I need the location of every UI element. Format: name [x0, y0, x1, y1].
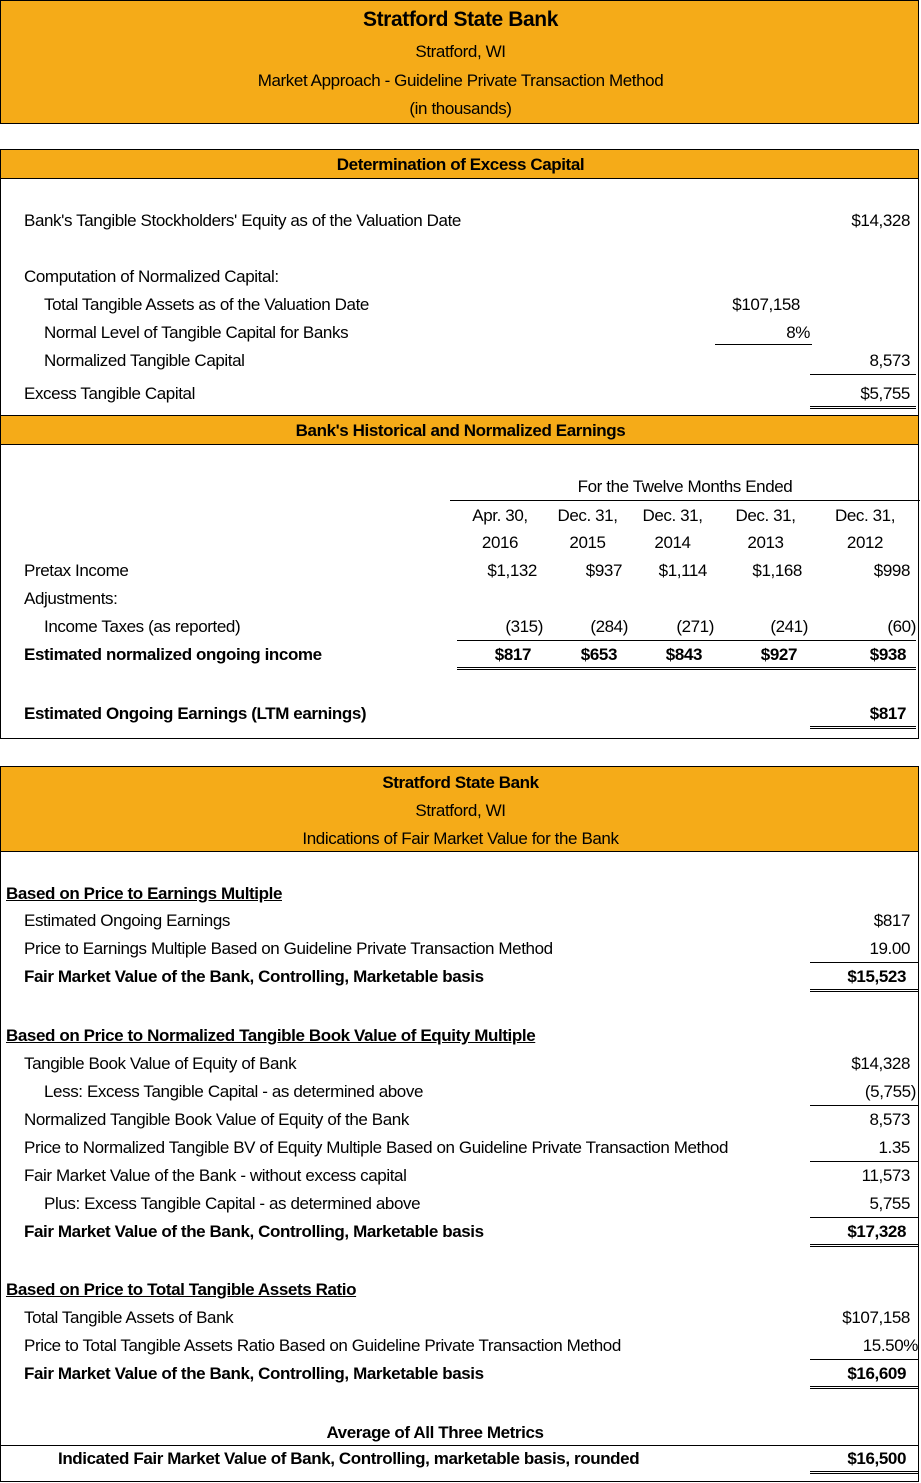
col-2-line1: Dec. 31,	[557, 506, 618, 525]
ptbv-normalized-value: 8,573	[869, 1110, 910, 1129]
taxes-col-2: (284)	[590, 617, 628, 636]
total-assets-value: $107,158	[732, 295, 800, 314]
excess-capital-value: $5,755	[860, 384, 910, 403]
ptbv-plus-value: 5,755	[869, 1194, 910, 1213]
average-label: Average of All Three Metrics	[326, 1423, 544, 1442]
pta-assets-value: $107,158	[842, 1308, 910, 1327]
pta-fmv-value: $16,609	[847, 1364, 906, 1383]
normalized-double-underline	[457, 667, 916, 670]
computation-label: Computation of Normalized Capital:	[24, 267, 279, 286]
ptbv-fmv-wo-label: Fair Market Value of the Bank - without excess capital	[24, 1166, 407, 1185]
pretax-label: Pretax Income	[24, 561, 129, 580]
indicated-value: $16,500	[847, 1449, 906, 1468]
indicated-double-underline	[810, 1471, 918, 1474]
normalized-capital-value: 8,573	[869, 351, 910, 370]
taxes-col-4: (241)	[770, 617, 808, 636]
ptbv-multiple-underline	[810, 1161, 918, 1162]
fmv-header	[1, 767, 918, 852]
total-assets-label: Total Tangible Assets as of the Valuation Date	[44, 295, 369, 314]
normalized-col-2: $653	[580, 645, 617, 664]
summary-separator	[0, 1445, 919, 1446]
normalized-col-4: $927	[760, 645, 797, 664]
ptbv-less-label: Less: Excess Tangible Capital - as determined above	[44, 1082, 424, 1101]
pta-ratio-value: 15.50%	[862, 1336, 918, 1355]
pta-ratio-underline	[810, 1359, 918, 1360]
ptbv-plus-underline	[810, 1217, 918, 1218]
normal-level-value: 8%	[786, 323, 810, 342]
fmv-subtitle: Indications of Fair Market Value for the Bank	[302, 829, 619, 848]
ptbv-less-underline	[810, 1105, 918, 1106]
pe-multiple-underline	[810, 962, 918, 963]
normal-level-label: Normal Level of Tangible Capital for Banks	[44, 323, 349, 342]
excess-capital-title: Determination of Excess Capital	[336, 155, 585, 174]
adjustments-label: Adjustments:	[24, 589, 118, 608]
col-3-line2: 2014	[654, 533, 691, 552]
pta-ratio-label: Price to Total Tangible Assets Ratio Based on Guideline Private Transaction Method	[24, 1336, 621, 1355]
ongoing-earnings-label: Estimated Ongoing Earnings (LTM earnings)	[24, 704, 367, 723]
normalized-capital-label: Normalized Tangible Capital	[44, 351, 245, 370]
ptbv-tbv-value: $14,328	[851, 1054, 910, 1073]
earnings-title: Bank's Historical and Normalized Earnings	[295, 421, 626, 440]
pe-multiple-value: 19.00	[869, 939, 910, 958]
period-label: For the Twelve Months Ended	[577, 477, 793, 496]
col-5-line2: 2012	[846, 533, 884, 552]
pretax-col-4: $1,168	[752, 561, 802, 580]
ptbv-fmv-label: Fair Market Value of the Bank, Controlling, Marketable basis	[24, 1222, 484, 1241]
col-3-line1: Dec. 31,	[642, 506, 703, 525]
period-underline	[450, 500, 920, 501]
pretax-col-5: $998	[873, 561, 910, 580]
normal-level-underline	[715, 344, 812, 345]
taxes-label: Income Taxes (as reported)	[44, 617, 241, 636]
normalized-col-3: $843	[665, 645, 702, 664]
pe-heading: Based on Price to Earnings Multiple	[6, 884, 282, 903]
ptbv-fmv-value: $17,328	[847, 1222, 906, 1241]
ptbv-multiple-value: 1.35	[878, 1138, 910, 1157]
pretax-col-2: $937	[585, 561, 622, 580]
ptbv-tbv-label: Tangible Book Value of Equity of Bank	[24, 1054, 297, 1073]
pe-earnings-label: Estimated Ongoing Earnings	[24, 911, 231, 930]
col-1-line2: 2016	[481, 533, 519, 552]
excess-capital-double-underline	[810, 406, 916, 409]
pe-fmv-double-underline	[810, 989, 918, 992]
ptbv-fmv-double-underline	[810, 1244, 918, 1247]
normalized-col-1: $817	[494, 645, 531, 664]
report-title: Stratford State Bank	[362, 8, 559, 31]
equity-label: Bank's Tangible Stockholders' Equity as of the Valuation Date	[24, 211, 461, 230]
report-method: Market Approach - Guideline Private Transaction Method	[257, 71, 664, 90]
pe-fmv-label: Fair Market Value of the Bank, Controlling, Marketable basis	[24, 967, 484, 986]
pe-earnings-value: $817	[873, 911, 910, 930]
pretax-col-3: $1,114	[658, 561, 707, 580]
col-1-line1: Apr. 30,	[472, 506, 528, 525]
taxes-col-3: (271)	[676, 617, 714, 636]
ptbv-less-value: (5,755)	[864, 1082, 916, 1101]
ptbv-fmv-wo-value: 11,573	[861, 1166, 910, 1185]
normalized-col-5: $938	[869, 645, 906, 664]
taxes-col-5: (60)	[887, 617, 916, 636]
col-5-line1: Dec. 31,	[834, 506, 896, 525]
report-location: Stratford, WI	[415, 42, 506, 61]
report-units: (in thousands)	[409, 99, 512, 118]
normalized-capital-underline	[810, 374, 916, 375]
fmv-location: Stratford, WI	[415, 801, 506, 820]
equity-value: $14,328	[851, 211, 910, 230]
pe-fmv-value: $15,523	[847, 967, 906, 986]
ptbv-normalized-label: Normalized Tangible Book Value of Equity of the Bank	[24, 1110, 409, 1129]
ongoing-double-underline	[810, 726, 916, 729]
taxes-underline	[457, 640, 916, 641]
excess-capital-header	[1, 150, 918, 179]
ptbv-multiple-label: Price to Normalized Tangible BV of Equity Multiple Based on Guideline Private Transaction Method	[24, 1138, 729, 1157]
fmv-title: Stratford State Bank	[382, 773, 539, 792]
col-4-line1: Dec. 31,	[735, 506, 796, 525]
earnings-header	[1, 415, 918, 445]
col-4-line2: 2013	[747, 533, 784, 552]
pta-fmv-double-underline	[810, 1386, 918, 1389]
pretax-col-1: $1,132	[487, 561, 537, 580]
taxes-col-1: (315)	[505, 617, 543, 636]
excess-capital-label: Excess Tangible Capital	[24, 384, 195, 403]
pta-assets-label: Total Tangible Assets of Bank	[24, 1308, 234, 1327]
report-header	[0, 0, 919, 124]
indicated-label: Indicated Fair Market Value of Bank, Controlling, marketable basis, rounded	[58, 1449, 640, 1468]
ptbv-heading: Based on Price to Normalized Tangible Book Value of Equity Multiple	[6, 1026, 536, 1045]
ptbv-plus-label: Plus: Excess Tangible Capital - as determined above	[44, 1194, 421, 1213]
pe-multiple-label: Price to Earnings Multiple Based on Guideline Private Transaction Method	[24, 939, 553, 958]
pta-heading: Based on Price to Total Tangible Assets Ratio	[6, 1280, 357, 1299]
col-2-line2: 2015	[569, 533, 606, 552]
pta-fmv-label: Fair Market Value of the Bank, Controlling, Marketable basis	[24, 1364, 484, 1383]
normalized-income-label: Estimated normalized ongoing income	[24, 645, 322, 664]
ongoing-earnings-value: $817	[869, 704, 906, 723]
